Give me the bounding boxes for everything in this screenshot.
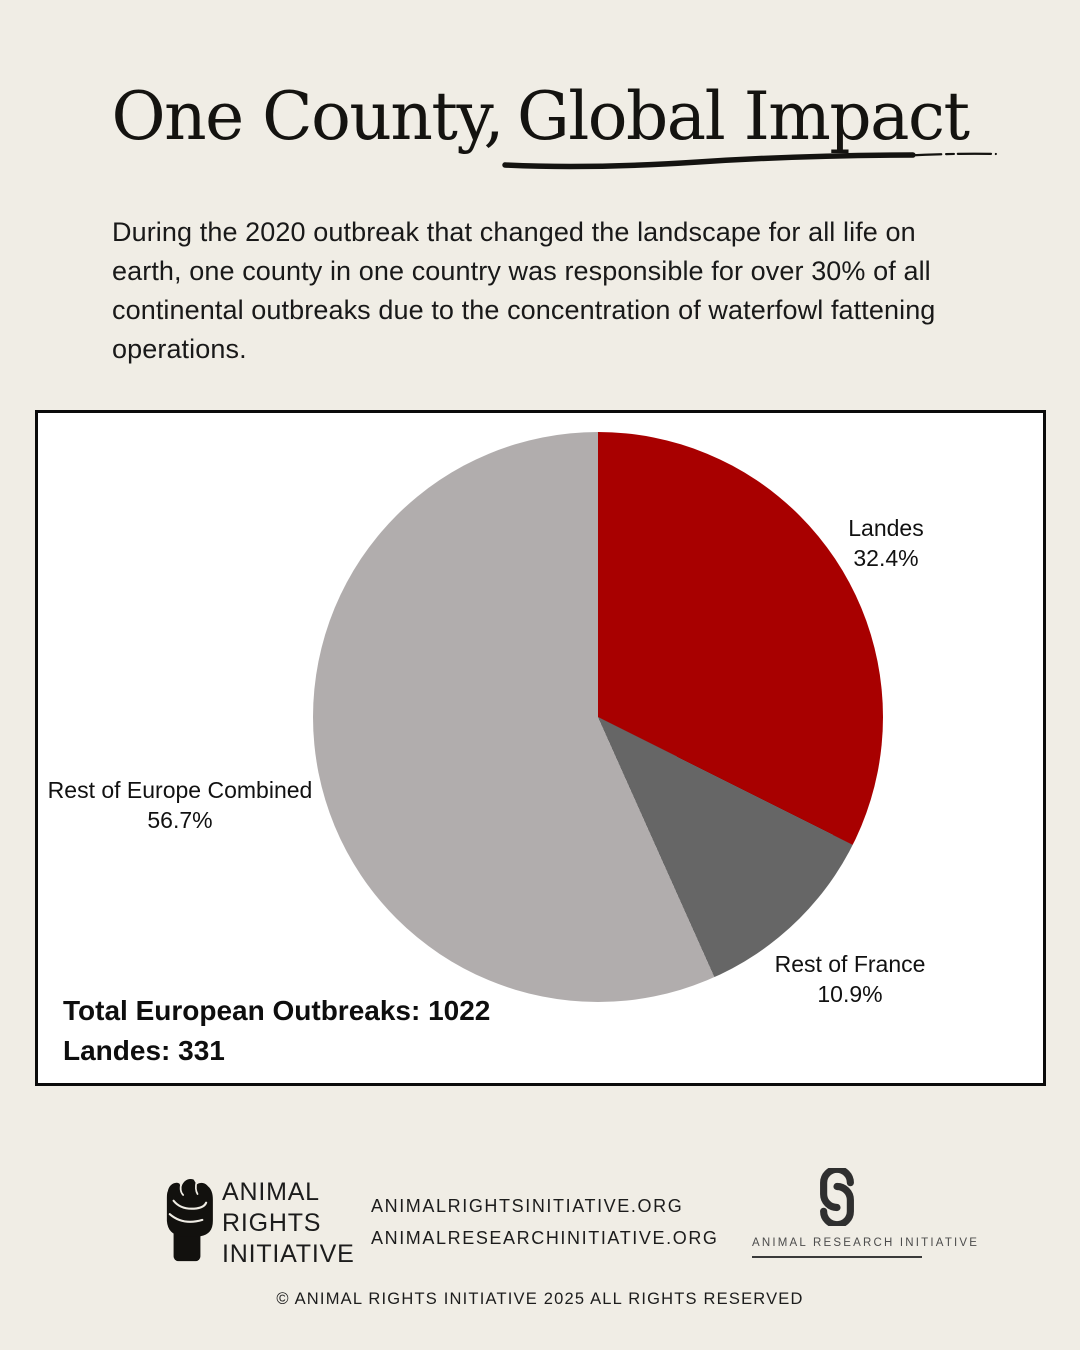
total-outbreaks-line: Total European Outbreaks: 1022 xyxy=(63,995,491,1026)
pie-label-landes-name: Landes xyxy=(848,515,924,541)
pie-label-landes xyxy=(848,513,923,573)
pie-label-france xyxy=(775,949,926,1009)
url-rights: ANIMALRIGHTSINITIATIVE.ORG xyxy=(371,1196,684,1216)
pie-label-europe-name: Rest of Europe Combined xyxy=(47,777,313,803)
wordmark-line-rights: RIGHTS xyxy=(222,1209,322,1237)
page-title-main: One County, xyxy=(111,78,503,155)
pie-label-france-name: Rest of France xyxy=(774,951,926,977)
pie-label-europe xyxy=(48,775,313,835)
footer xyxy=(0,1150,1080,1350)
chart-panel xyxy=(35,410,1046,1086)
pie-label-france-pct: 10.9% xyxy=(817,981,883,1007)
wordmark-line-animal: ANIMAL xyxy=(222,1178,320,1206)
url-research: ANIMALRESEARCHINITIATIVE.ORG xyxy=(371,1228,719,1248)
pie-label-europe-pct: 56.7% xyxy=(147,807,213,833)
wordmark-line-initiative: INITIATIVE xyxy=(222,1240,355,1268)
website-urls xyxy=(371,1190,719,1254)
page-title xyxy=(0,78,1080,155)
animal-research-initiative-logo xyxy=(752,1168,980,1258)
pie-label-landes-pct: 32.4% xyxy=(853,545,919,571)
interlocked-loops-icon xyxy=(816,1168,858,1226)
copyright-line: © ANIMAL RIGHTS INITIATIVE 2025 ALL RIGHTS RESERVED xyxy=(276,1290,804,1308)
landes-count-line: Landes: 331 xyxy=(63,1035,225,1066)
brush-underline xyxy=(503,145,1011,171)
raised-fist-icon xyxy=(158,1172,216,1264)
research-logo-label: ANIMAL RESEARCH INITIATIVE xyxy=(752,1237,980,1249)
research-logo-rule xyxy=(752,1256,922,1258)
intro-paragraph: During the 2020 outbreak that changed the landscape for all life on earth, one county in one country was responsible for over 30% of all continental outbreaks due to the concentration of waterfowl fattening operations. xyxy=(112,217,936,364)
pie-chart xyxy=(313,432,883,1002)
chart-totals xyxy=(63,991,490,1071)
page-title-accent: Global Impact xyxy=(517,78,969,155)
animal-rights-initiative-wordmark xyxy=(222,1177,355,1270)
